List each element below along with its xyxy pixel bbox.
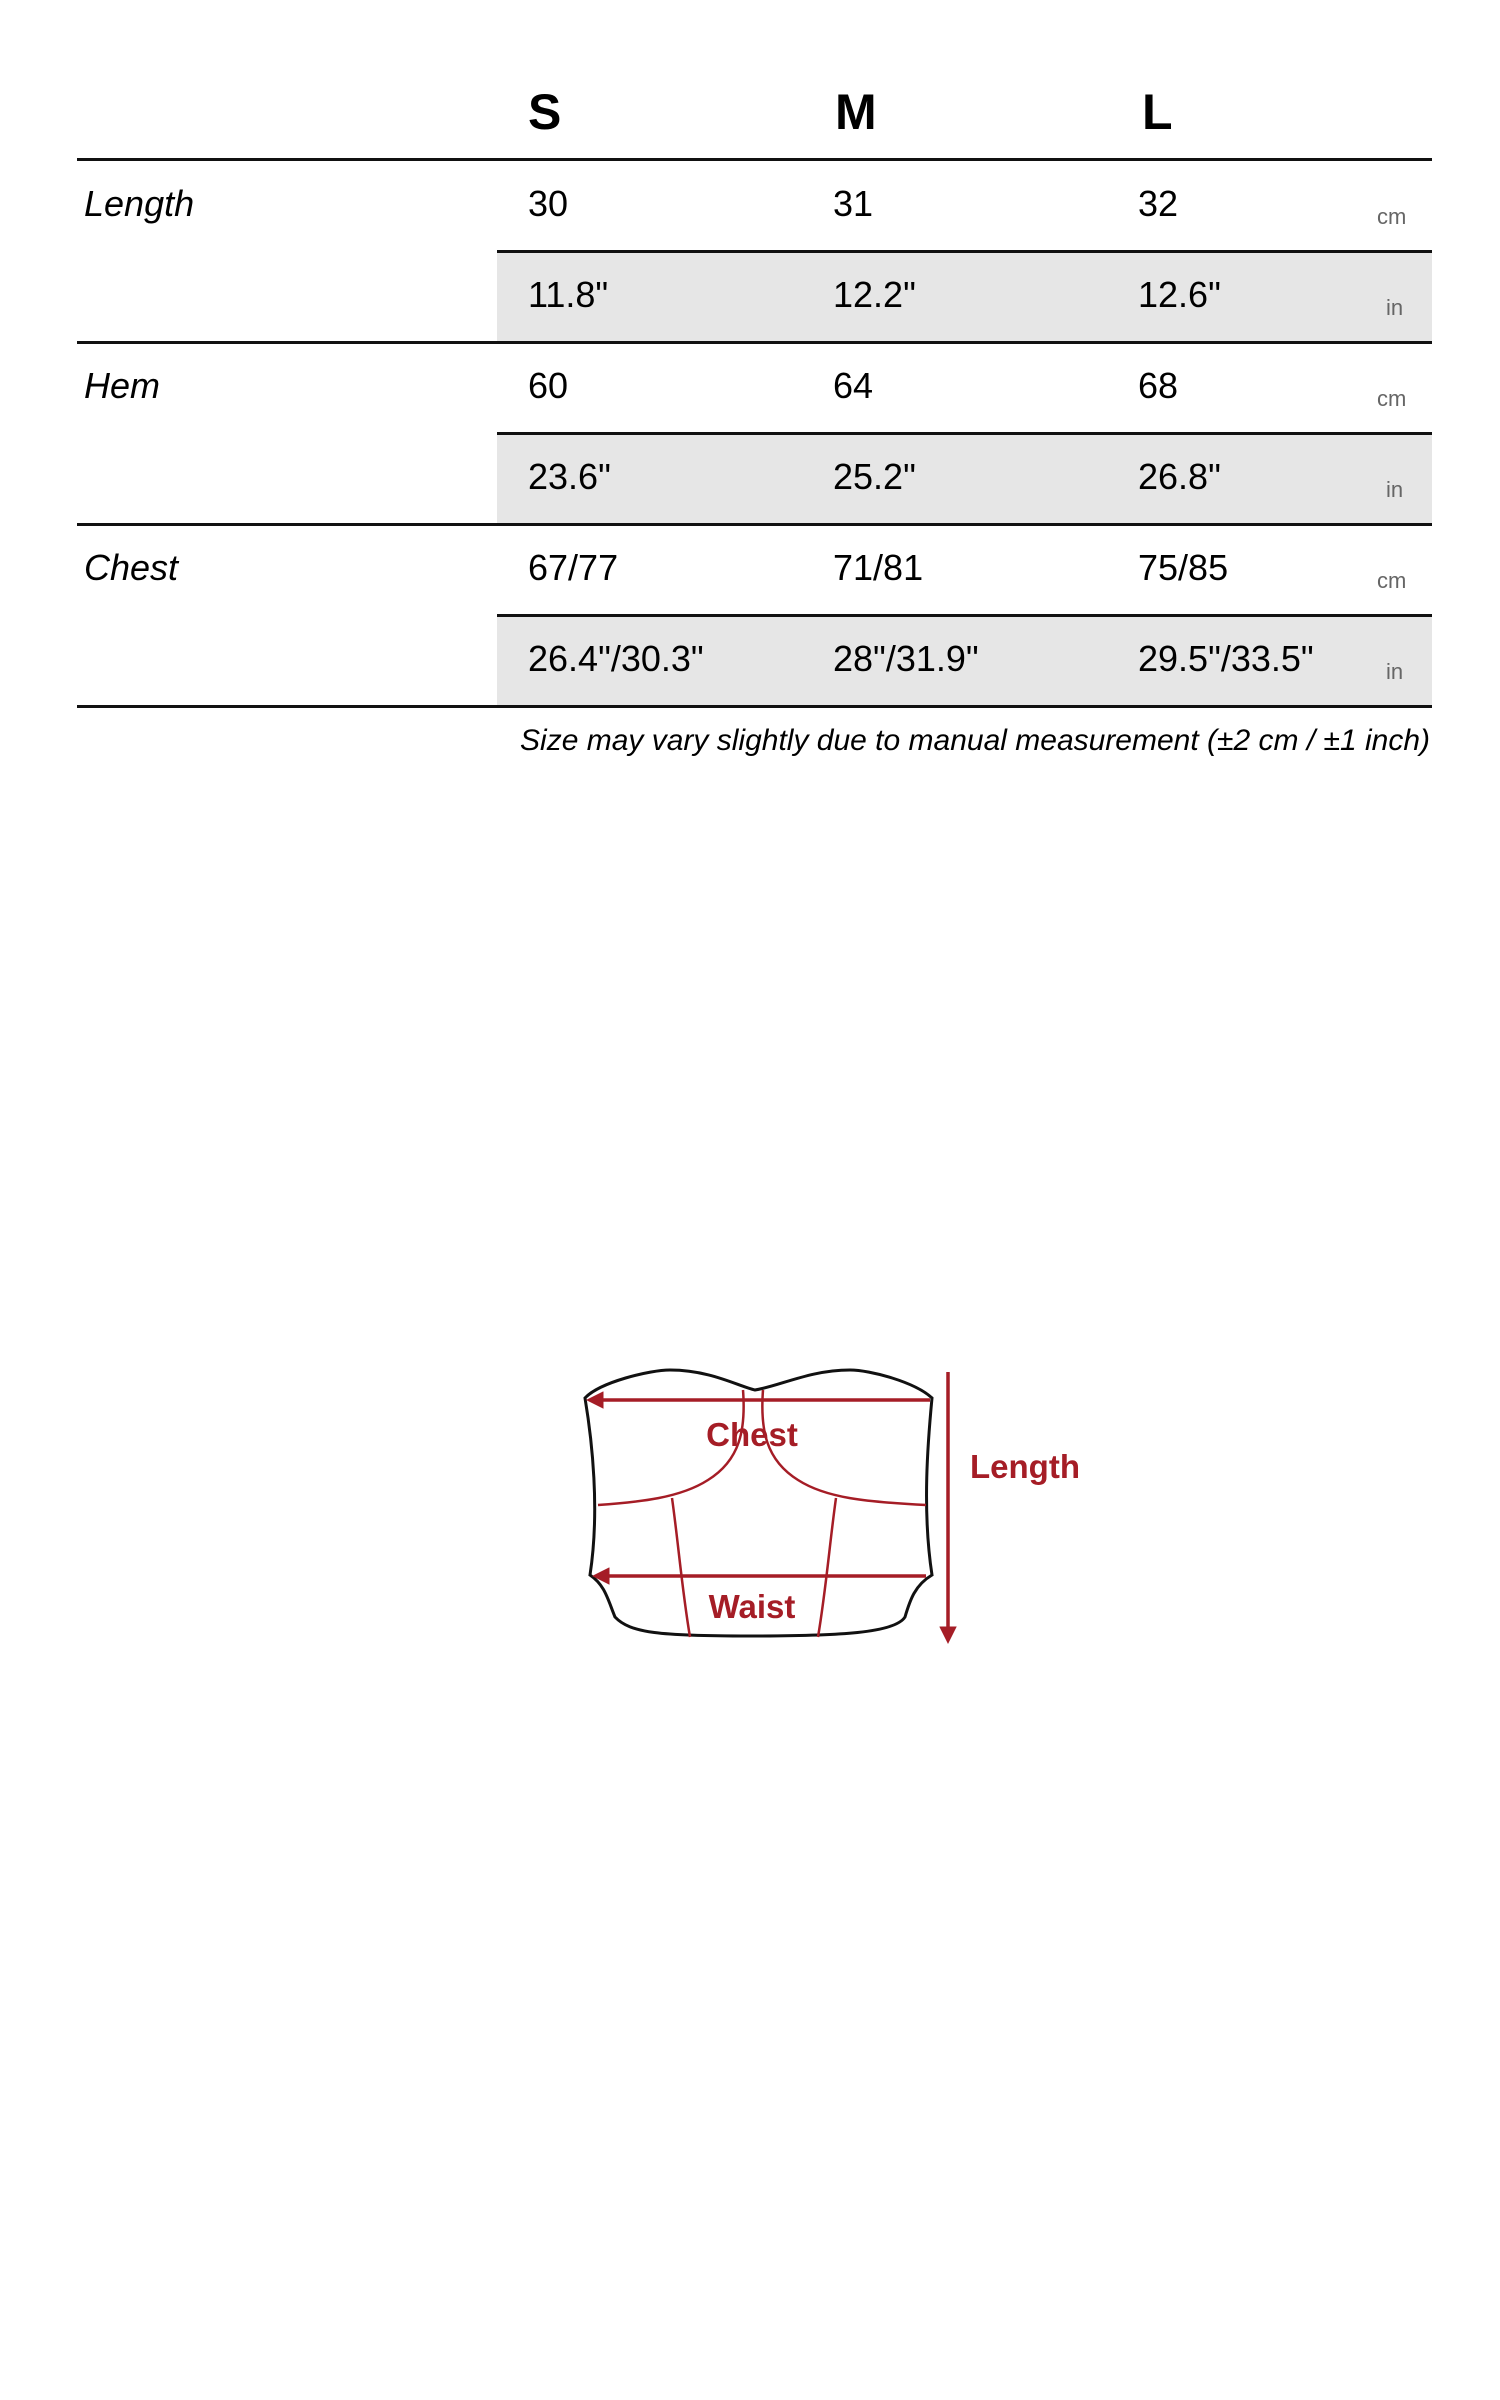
unit-cm: cm [1377, 568, 1407, 593]
divider [77, 341, 1432, 344]
cell-length-s-cm: 30 [528, 183, 569, 224]
cell-length-m-cm: 31 [833, 183, 874, 224]
divider [77, 523, 1432, 526]
measurement-diagram [560, 1330, 1100, 1660]
inch-row-background [497, 253, 1432, 342]
size-chart-table [0, 0, 1500, 800]
chest-label: Chest [706, 1416, 798, 1453]
inch-row-background [497, 435, 1432, 524]
unit-cm: cm [1377, 386, 1407, 411]
cell-chest-l-in: 29.5"/33.5" [1138, 638, 1314, 679]
divider [77, 705, 1432, 708]
length-label: Length [970, 1448, 1080, 1485]
divider [497, 614, 1432, 617]
cell-length-s-in: 11.8" [528, 274, 609, 315]
divider [497, 432, 1432, 435]
cell-chest-m-in: 28"/31.9" [833, 638, 979, 679]
unit-in: in [1386, 477, 1404, 502]
cell-chest-l-cm: 75/85 [1138, 547, 1229, 588]
cell-hem-s-in: 23.6" [528, 456, 611, 497]
cell-length-l-cm: 32 [1138, 183, 1179, 224]
size-header-s: S [528, 84, 562, 140]
measurement-note: Size may vary slightly due to manual measurement (±2 cm / ±1 inch) [520, 724, 1430, 757]
cell-hem-m-cm: 64 [833, 365, 874, 406]
unit-in: in [1386, 295, 1404, 320]
size-header-l: L [1142, 84, 1173, 140]
unit-cm: cm [1377, 204, 1407, 229]
waist-label: Waist [708, 1588, 796, 1625]
size-header-m: M [835, 84, 877, 140]
row-label-hem: Hem [84, 365, 161, 406]
tube-top-diagram [560, 1330, 1100, 1660]
unit-in: in [1386, 659, 1404, 684]
cell-hem-l-cm: 68 [1138, 365, 1179, 406]
divider [77, 158, 1432, 161]
divider [497, 250, 1432, 253]
cell-hem-m-in: 25.2" [833, 456, 916, 497]
row-label-chest: Chest [84, 547, 179, 588]
row-label-length: Length [84, 183, 195, 224]
cell-hem-s-cm: 60 [528, 365, 569, 406]
cell-chest-m-cm: 71/81 [833, 547, 924, 588]
cell-length-m-in: 12.2" [833, 274, 916, 315]
cell-length-l-in: 12.6" [1138, 274, 1221, 315]
cell-chest-s-cm: 67/77 [528, 547, 619, 588]
cell-hem-l-in: 26.8" [1138, 456, 1221, 497]
cell-chest-s-in: 26.4"/30.3" [528, 638, 704, 679]
